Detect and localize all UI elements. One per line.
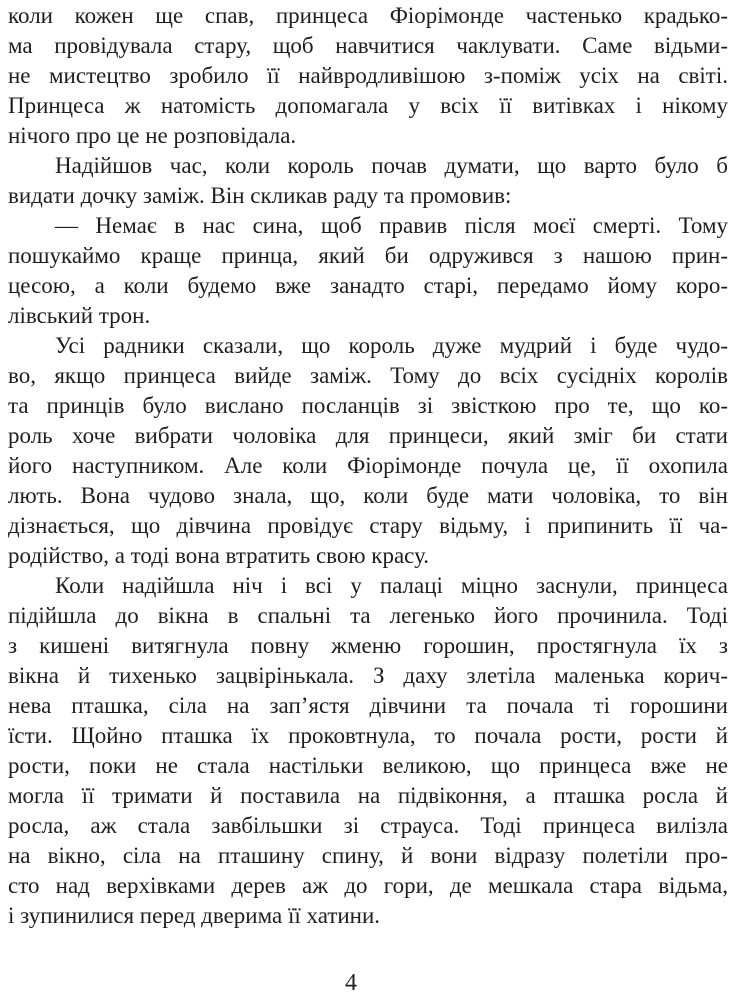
text-line: Усі радники сказали, що король дуже мудрий і буде чудо- xyxy=(55,333,728,358)
text-line: та принців було вислано посланців зі звісткою про те, що ко- xyxy=(8,393,728,418)
text-line: і зупинилися перед дверима її хатини. xyxy=(8,903,381,928)
text-line: коли кожен ще спав, принцеса Фіорімонде частенько крадько- xyxy=(8,3,728,28)
paragraph xyxy=(8,331,728,571)
text-line: підійшла до вікна в спальні та легенько його прочинила. Тоді xyxy=(8,603,728,628)
text-line: — Немає в нас сина, щоб правив після моєї смерті. Тому xyxy=(55,213,728,238)
text-line: рости, поки не стала настільки великою, що принцеса вже не xyxy=(8,753,728,778)
text-line: не мистецтво зробило її найвродливішою з-поміж усіх на світі. xyxy=(8,63,728,88)
text-line: нева пташка, сіла на зап’ястя дівчини та почала ті горошини xyxy=(8,693,728,718)
paragraph xyxy=(8,1,728,151)
text-line: видати дочку заміж. Він скликав раду та промовив: xyxy=(8,183,512,208)
text-line: вікна й тихенько зацвірінькала. З даху злетіла маленька корич- xyxy=(8,663,728,688)
text-line: во, якщо принцеса вийде заміж. Тому до всіх сусідніх королів xyxy=(8,363,728,388)
text-line: лівський трон. xyxy=(8,303,151,328)
text-line: ма провідувала стару, щоб навчитися чаклувати. Саме відьми- xyxy=(8,33,728,58)
text-line: роль хоче вибрати чоловіка для принцеси, який зміг би стати xyxy=(8,423,728,448)
text-line: дізнається, що дівчина провідує стару відьму, і припинить її ча- xyxy=(8,513,728,538)
text-line: нічого про це не розповідала. xyxy=(8,123,297,148)
text-line: Надійшов час, коли король почав думати, що варто було б xyxy=(55,153,728,178)
text-line: Принцеса ж натомість допомагала у всіх її витівках і нікому xyxy=(8,93,728,118)
text-line: росла, аж стала завбільшки зі страуса. Тоді принцеса вилізла xyxy=(8,813,728,838)
page-number: 4 xyxy=(345,970,357,996)
text-line: родійство, а тоді вона втратить свою красу. xyxy=(8,543,430,568)
text-line: їсти. Щойно пташка їх проковтнула, то почала рости, рости й xyxy=(8,723,728,748)
text-line: з кишені витягнула повну жменю горошин, простягнула їх з xyxy=(8,633,728,658)
paragraph xyxy=(8,571,728,931)
text-line: цесою, а коли будемо вже занадто старі, передамо йому коро- xyxy=(8,273,728,298)
paragraph xyxy=(8,211,728,331)
text-line: Коли надійшла ніч і всі у палаці міцно заснули, принцеса xyxy=(55,573,728,598)
text-line: могла її тримати й поставила на підвіконня, а пташка росла й xyxy=(8,783,728,808)
text-line: пошукаймо краще принца, який би одружився з нашою прин- xyxy=(8,243,728,268)
text-line: його наступником. Але коли Фіорімонде почула це, її охопила xyxy=(8,453,728,478)
text-line: сто над верхівками дерев аж до гори, де мешкала стара відьма, xyxy=(8,873,728,898)
text-line: лють. Вона чудово знала, що, коли буде мати чоловіка, то він xyxy=(8,483,728,508)
text-line: на вікно, сіла на пташину спину, й вони відразу полетіли про- xyxy=(8,843,728,868)
text-block xyxy=(8,1,728,931)
paragraph xyxy=(8,151,728,211)
